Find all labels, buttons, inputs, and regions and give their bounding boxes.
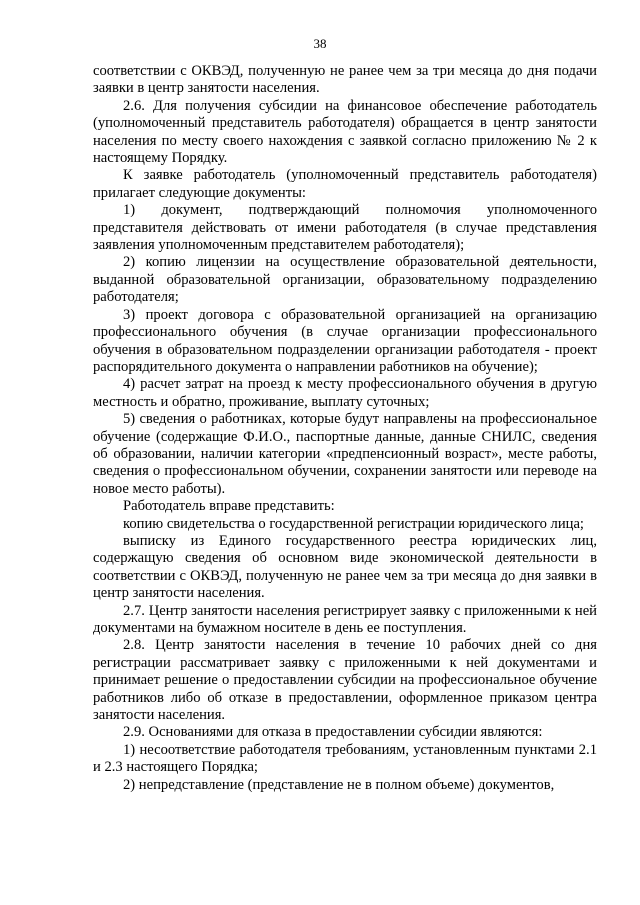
paragraph: выписку из Единого государственного реестра юридических лиц, содержащую сведения об основном виде экономической деятельности в соответствии с ОКВЭД, полученную не ранее чем за три месяца до дня заявки в центр занятости населения. <box>93 532 597 602</box>
paragraph: 5) сведения о работниках, которые будут направлены на профессиональное обучение (содержащие Ф.И.О., паспортные данные, данные СНИЛС, сведения об образовании, наличии категории «предпенсионный возраст», месте работы, сведения о профессиональном обучении, сохранении занятости или переводе на новое место работы). <box>93 411 597 497</box>
paragraph: соответствии с ОКВЭД, полученную не ранее чем за три месяца до дня подачи заявки в центр занятости населения. <box>93 63 597 97</box>
paragraph: 3) проект договора с образовательной организацией на организацию профессионального обучения (в случае организации профессионального обучения в образовательном подразделении организации работодателя - проект распорядительного документа о направлении работников на обучение); <box>93 306 597 375</box>
page-number: 38 <box>313 36 327 51</box>
paragraph: 4) расчет затрат на проезд к месту профессионального обучения в другую местность и обратно, проживание, выплату суточных; <box>93 376 597 410</box>
paragraph: К заявке работодатель (уполномоченный представитель работодателя) прилагает следующие документы: <box>93 167 597 201</box>
paragraph: 1) документ, подтверждающий полномочия уполномоченного представителя действовать от имени работодателя (в случае представления заявления уполномоченным представителем работодателя); <box>93 202 597 254</box>
paragraph: 2) копию лицензии на осуществление образовательной деятельности, выданной образовательной организации, образовательному подразделению работодателя; <box>93 254 597 306</box>
paragraph: 2.6. Для получения субсидии на финансовое обеспечение работодатель (уполномоченный представитель работодателя) обращается в центр занятости населения по месту своего нахождения с заявкой согласно приложению № 2 к настоящему Порядку. <box>93 97 597 167</box>
paragraph: 2.8. Центр занятости населения в течение 10 рабочих дней со дня регистрации рассматривает заявку с приложенными к ней документами и принимает решение о предоставлении субсидии на профессиональное обучение работников либо об отказе в предоставлении, оформленное приказом центра занятости населения. <box>93 637 597 724</box>
document-body <box>93 63 597 794</box>
paragraph: 2.7. Центр занятости населения регистрирует заявку с приложенными к ней документами на бумажном носителе в день ее поступления. <box>93 602 597 636</box>
paragraph: 1) несоответствие работодателя требованиям, установленным пунктами 2.1 и 2.3 настоящего Порядка; <box>93 741 597 776</box>
paragraph: 2.9. Основаниями для отказа в предоставлении субсидии являются: <box>123 724 543 741</box>
paragraph: копию свидетельства о государственной регистрации юридического лица; <box>123 515 584 532</box>
paragraph: Работодатель вправе представить: <box>123 498 335 515</box>
paragraph: 2) непредставление (представление не в полном объеме) документов, <box>123 776 555 793</box>
